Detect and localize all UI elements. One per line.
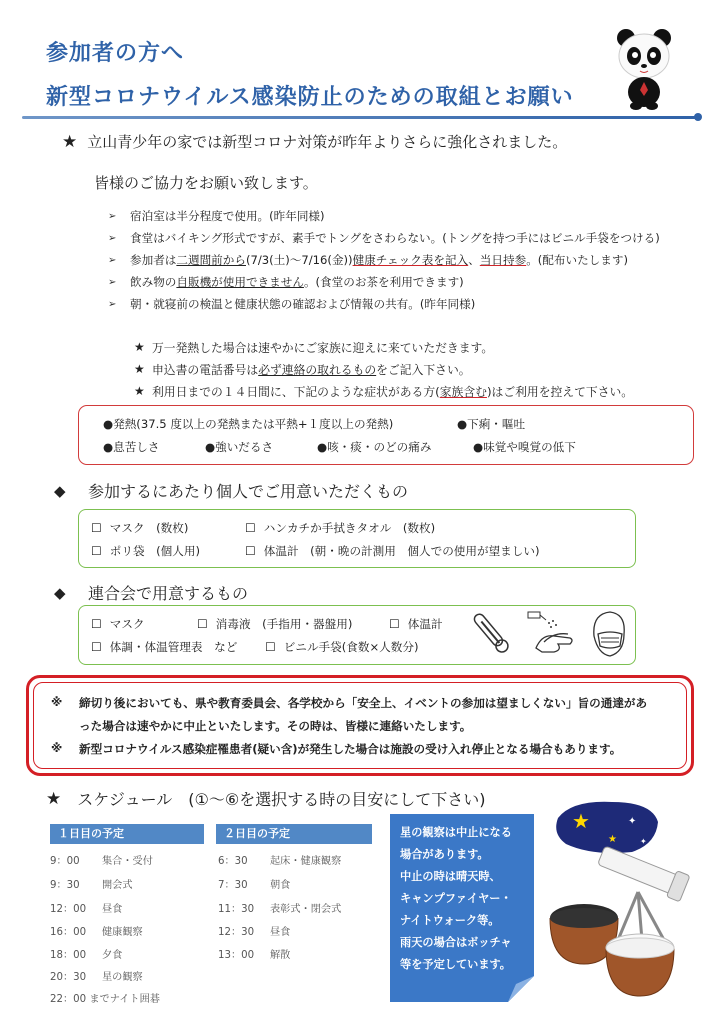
schedule-row: 12：00 昼食 [50,904,123,915]
star-icon: ★ [62,132,78,152]
thermometer-icon [466,608,516,658]
symptom-fever: ●発熱(37.5 度以上の発熱または平熱+１度以上の発熱) [103,417,394,431]
checklist-item: ☐ ポリ袋 (個人用) [91,544,200,558]
note-mark-icon: ※ [51,741,63,755]
checklist-item: ☐ マスク [91,617,145,631]
cancellation-notice-box [26,675,694,776]
stone-pot-illustration [598,928,682,1000]
star-icon: ★ [46,788,62,809]
star-icon: ★ [134,384,145,398]
diamond-icon: ◆ [54,481,66,500]
svg-text:✦: ✦ [640,837,647,846]
checkbox-icon: ☐ [91,640,102,654]
intro-line-1: ★ 立山青少年の家では新型コロナ対策が昨年よりさらに強化されました。 [62,132,568,152]
schedule-row: 7：30 朝食 [218,880,291,891]
arrow-bullet-icon: ➢ [108,276,117,288]
title-underline-dot [694,113,702,121]
svg-text:✦: ✦ [628,816,637,827]
checkbox-icon: ☐ [91,617,102,631]
list-item: ➢ 宿泊室は半分程度で使用。(昨年同様) [108,209,325,223]
schedule-row: 13：00 解散 [218,950,291,961]
schedule-row: 12：30 昼食 [218,927,291,938]
page-title-line2: 新型コロナウイルス感染防止のための取組とお願い [46,85,574,110]
personal-items-box [78,509,636,568]
intro-line-2: 皆様のご協力をお願い致します。 [94,174,318,192]
arrow-bullet-icon: ➢ [108,298,117,310]
list-item: ➢ 朝・就寝前の検温と健康状態の確認および情報の共有。(昨年同様) [108,297,476,311]
checklist-item: ☐ マスク (数枚) [91,521,189,535]
schedule-row: 11：30 表彰式・閉会式 [218,904,342,915]
symptom-breath: ●息苦しさ [103,440,160,454]
star-icon: ★ [134,362,145,376]
list-item: ★ 万一発熱した場合は速やかにご家族に迎えに来ていただきます。 [134,340,494,355]
checkbox-icon: ☐ [245,521,256,535]
checklist-item: ☐ 消毒液 (手指用・器盤用) [197,617,353,631]
note-mark-icon: ※ [51,695,63,709]
schedule-row: 16：00 健康観察 [50,927,143,938]
checklist-item: ☐ 体温計 (朝・晩の計測用 個人での使用が望ましい) [245,544,540,558]
checkbox-icon: ☐ [389,617,400,631]
day2-header: ２日目の予定 [216,824,372,844]
checkbox-icon: ☐ [265,640,276,654]
schedule-row: 9：00 集合・受付 [50,856,153,867]
svg-text:★: ★ [608,834,617,845]
measures-list [108,205,660,315]
panda-mascot-illustration [612,26,676,110]
day1-header: １日目の予定 [50,824,204,844]
page-title-line1: 参加者の方へ [46,41,185,66]
checklist-item: ☐ 体調・体温管理表 など [91,640,238,654]
notice-line-2: 新型コロナウイルス感染症罹患者(疑い含)が発生した場合は施設の受け入れ停止となる場合もあります。 [79,742,622,756]
page-curl-icon [508,976,534,1002]
hand-sanitizer-icon [524,608,578,658]
notice-line-1a: 締切り後においても、県や教育委員会、各学校から「安全上、イベントの参加は望ましくない」旨の通達があ [79,696,648,710]
personal-items-heading: ◆ 参加するにあたり個人でご用意いただくもの [54,481,409,501]
symptom-fatigue: ●強いだるさ [205,440,274,454]
schedule-row: 18：00 夕食 [50,950,123,961]
checkbox-icon: ☐ [245,544,256,558]
symptom-cough: ●咳・痰・のどの痛み [317,440,432,454]
list-item: ★ 申込書の電話番号は 必ず連絡の取れるもの をご記入下さい。 [134,362,471,377]
checkbox-icon: ☐ [197,617,208,631]
list-item: ★ 利用日までの１４日間に、下記のような症状がある方( 家族含む )はご利用を控えて下さい。 [134,384,634,399]
symptom-taste: ●味覚や嗅覚の低下 [473,440,576,454]
face-mask-icon [584,608,630,660]
symptoms-box [78,405,694,465]
union-items-heading: ◆ 連合会で用意するもの [54,583,249,603]
symptom-diarrhea: ●下痢・嘔吐 [457,417,526,431]
list-item: ➢ 参加者は 二週間前から (7/3(土)～7/16(金)) 健康チェック表を記入 、 当日持参 。(配布いたします) [108,253,628,267]
star-icon: ★ [134,340,145,354]
star-watching-memo: 星の観察は中止になる 場合があります。 中止の時は晴天時、 キャンプファイヤー・ ナイトウォーク等。 雨天の場合はボッチャ 等を予定しています。 [390,814,534,1002]
notice-line-1b: った場合は速やかに中止といたします。その時は、皆様に連絡いたします。 [79,719,472,733]
list-item: ➢ 食堂はバイキング形式ですが、素手でトングをさわらない。(トングを持つ手にはビニル手袋をつける) [108,231,660,245]
list-item: ➢ 飲み物の 自販機が使用できません 。(食堂のお茶を利用できます) [108,275,464,289]
checkbox-icon: ☐ [91,544,102,558]
diamond-icon: ◆ [54,583,66,602]
schedule-row: 22：00 までナイト囲碁 [50,994,160,1005]
schedule-heading: ★ スケジュール (①～⑥を選択する時の目安にして下さい) [46,788,486,809]
star-notes-list [134,336,633,402]
title-underline [22,116,700,119]
schedule-row: 9：30 開会式 [50,880,133,891]
checkbox-icon: ☐ [91,521,102,535]
checklist-item: ☐ ビニル手袋(食数×人数分) [265,640,419,654]
arrow-bullet-icon: ➢ [108,210,117,222]
arrow-bullet-icon: ➢ [108,232,117,244]
checklist-item: ☐ 体温計 [389,617,443,631]
checklist-item: ☐ ハンカチか手拭きタオル (数枚) [245,521,436,535]
schedule-row: 20：30 星の観察 [50,972,143,983]
schedule-row: 6：30 起床・健康観察 [218,856,342,867]
svg-text:★: ★ [572,809,590,833]
arrow-bullet-icon: ➢ [108,254,117,266]
